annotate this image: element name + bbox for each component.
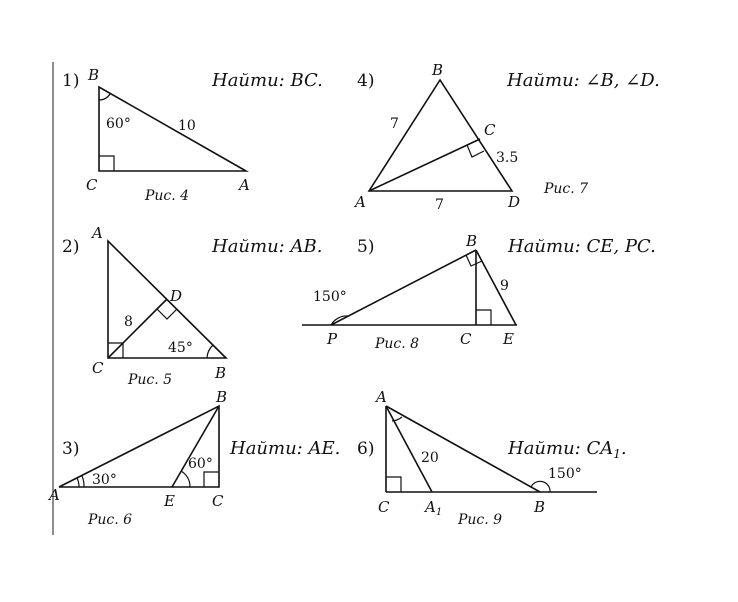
value-cd: 3.5	[496, 150, 519, 166]
problem-1	[62, 66, 323, 204]
right-angle-marker	[476, 310, 491, 325]
value-angle-b: 60°	[106, 116, 131, 132]
label-c: C	[460, 330, 472, 348]
value-cd: 8	[124, 314, 133, 330]
label-a1: $A_1$	[425, 498, 443, 518]
right-angle-marker	[386, 477, 401, 492]
caption-fig-6: Рис. 6	[88, 512, 133, 528]
problem-6-task: Найти: $CA_1$.	[508, 438, 627, 461]
problem-3-task: Найти: AE.	[230, 438, 341, 459]
label-e: E	[164, 492, 175, 510]
label-b: B	[432, 61, 444, 79]
problem-4-number: 4)	[357, 71, 375, 91]
right-angle-marker	[204, 472, 219, 487]
angle-arc-b	[99, 94, 110, 100]
label-b: B	[216, 388, 228, 406]
problem-1-task: Найти: BC.	[212, 70, 323, 91]
label-c: C	[212, 492, 224, 510]
value-angle-e: 60°	[188, 456, 213, 472]
angle-arc-e	[181, 471, 190, 487]
problem-5	[302, 232, 656, 352]
problem-4	[353, 61, 660, 213]
problem-3-number: 3)	[62, 439, 80, 459]
exterior-angle-arc	[531, 481, 550, 492]
label-a: A	[355, 193, 366, 211]
problem-6-number: 6)	[357, 439, 375, 459]
label-e: E	[503, 330, 514, 348]
side-pb	[331, 250, 476, 325]
problem-4-task: Найти: ∠B, ∠D.	[507, 70, 660, 91]
problem-1-number: 1)	[62, 71, 80, 91]
problem-5-number: 5)	[357, 237, 375, 257]
angle-arc-b	[207, 345, 213, 358]
angle-arc-a	[77, 478, 79, 487]
right-angle-marker	[467, 145, 484, 157]
label-a: A	[49, 486, 60, 504]
label-a: A	[92, 224, 103, 242]
problem-2-number: 2)	[62, 237, 80, 257]
label-c: C	[92, 359, 104, 377]
caption-fig-4: Рис. 4	[145, 188, 190, 204]
value-hypotenuse: 10	[178, 118, 196, 134]
caption-fig-9: Рис. 9	[458, 512, 503, 528]
label-b: B	[215, 364, 227, 382]
label-b: B	[88, 66, 100, 84]
value-be: 9	[500, 278, 509, 294]
label-p: P	[327, 330, 338, 348]
value-exterior-angle: 150°	[313, 289, 347, 305]
altitude-cd	[108, 299, 167, 358]
value-ad: 7	[435, 197, 444, 213]
value-ab: 7	[390, 116, 399, 132]
label-d: D	[170, 287, 183, 305]
label-c: C	[484, 121, 496, 139]
problem-6	[357, 388, 627, 528]
label-a: A	[239, 176, 250, 194]
value-aa1: 20	[421, 450, 439, 466]
label-b: B	[466, 232, 478, 250]
problem-2-task: Найти: AB.	[212, 236, 323, 257]
label-a: A	[376, 388, 387, 406]
caption-fig-8: Рис. 8	[375, 336, 420, 352]
label-c: C	[86, 176, 98, 194]
label-d: D	[508, 193, 521, 211]
right-angle-marker	[99, 156, 114, 171]
right-angle-marker	[157, 309, 177, 319]
value-angle-b: 45°	[168, 340, 193, 356]
caption-fig-7: Рис. 7	[544, 181, 589, 197]
problem-3	[47, 388, 340, 528]
caption-fig-5: Рис. 5	[128, 372, 173, 388]
label-c: C	[378, 498, 390, 516]
problem-2	[62, 224, 322, 388]
value-angle-a: 30°	[92, 472, 117, 488]
angle-arc-a	[82, 476, 84, 487]
label-b: B	[534, 498, 546, 516]
value-exterior-angle: 150°	[548, 466, 582, 482]
problem-5-task: Найти: CE, PC.	[508, 236, 656, 257]
